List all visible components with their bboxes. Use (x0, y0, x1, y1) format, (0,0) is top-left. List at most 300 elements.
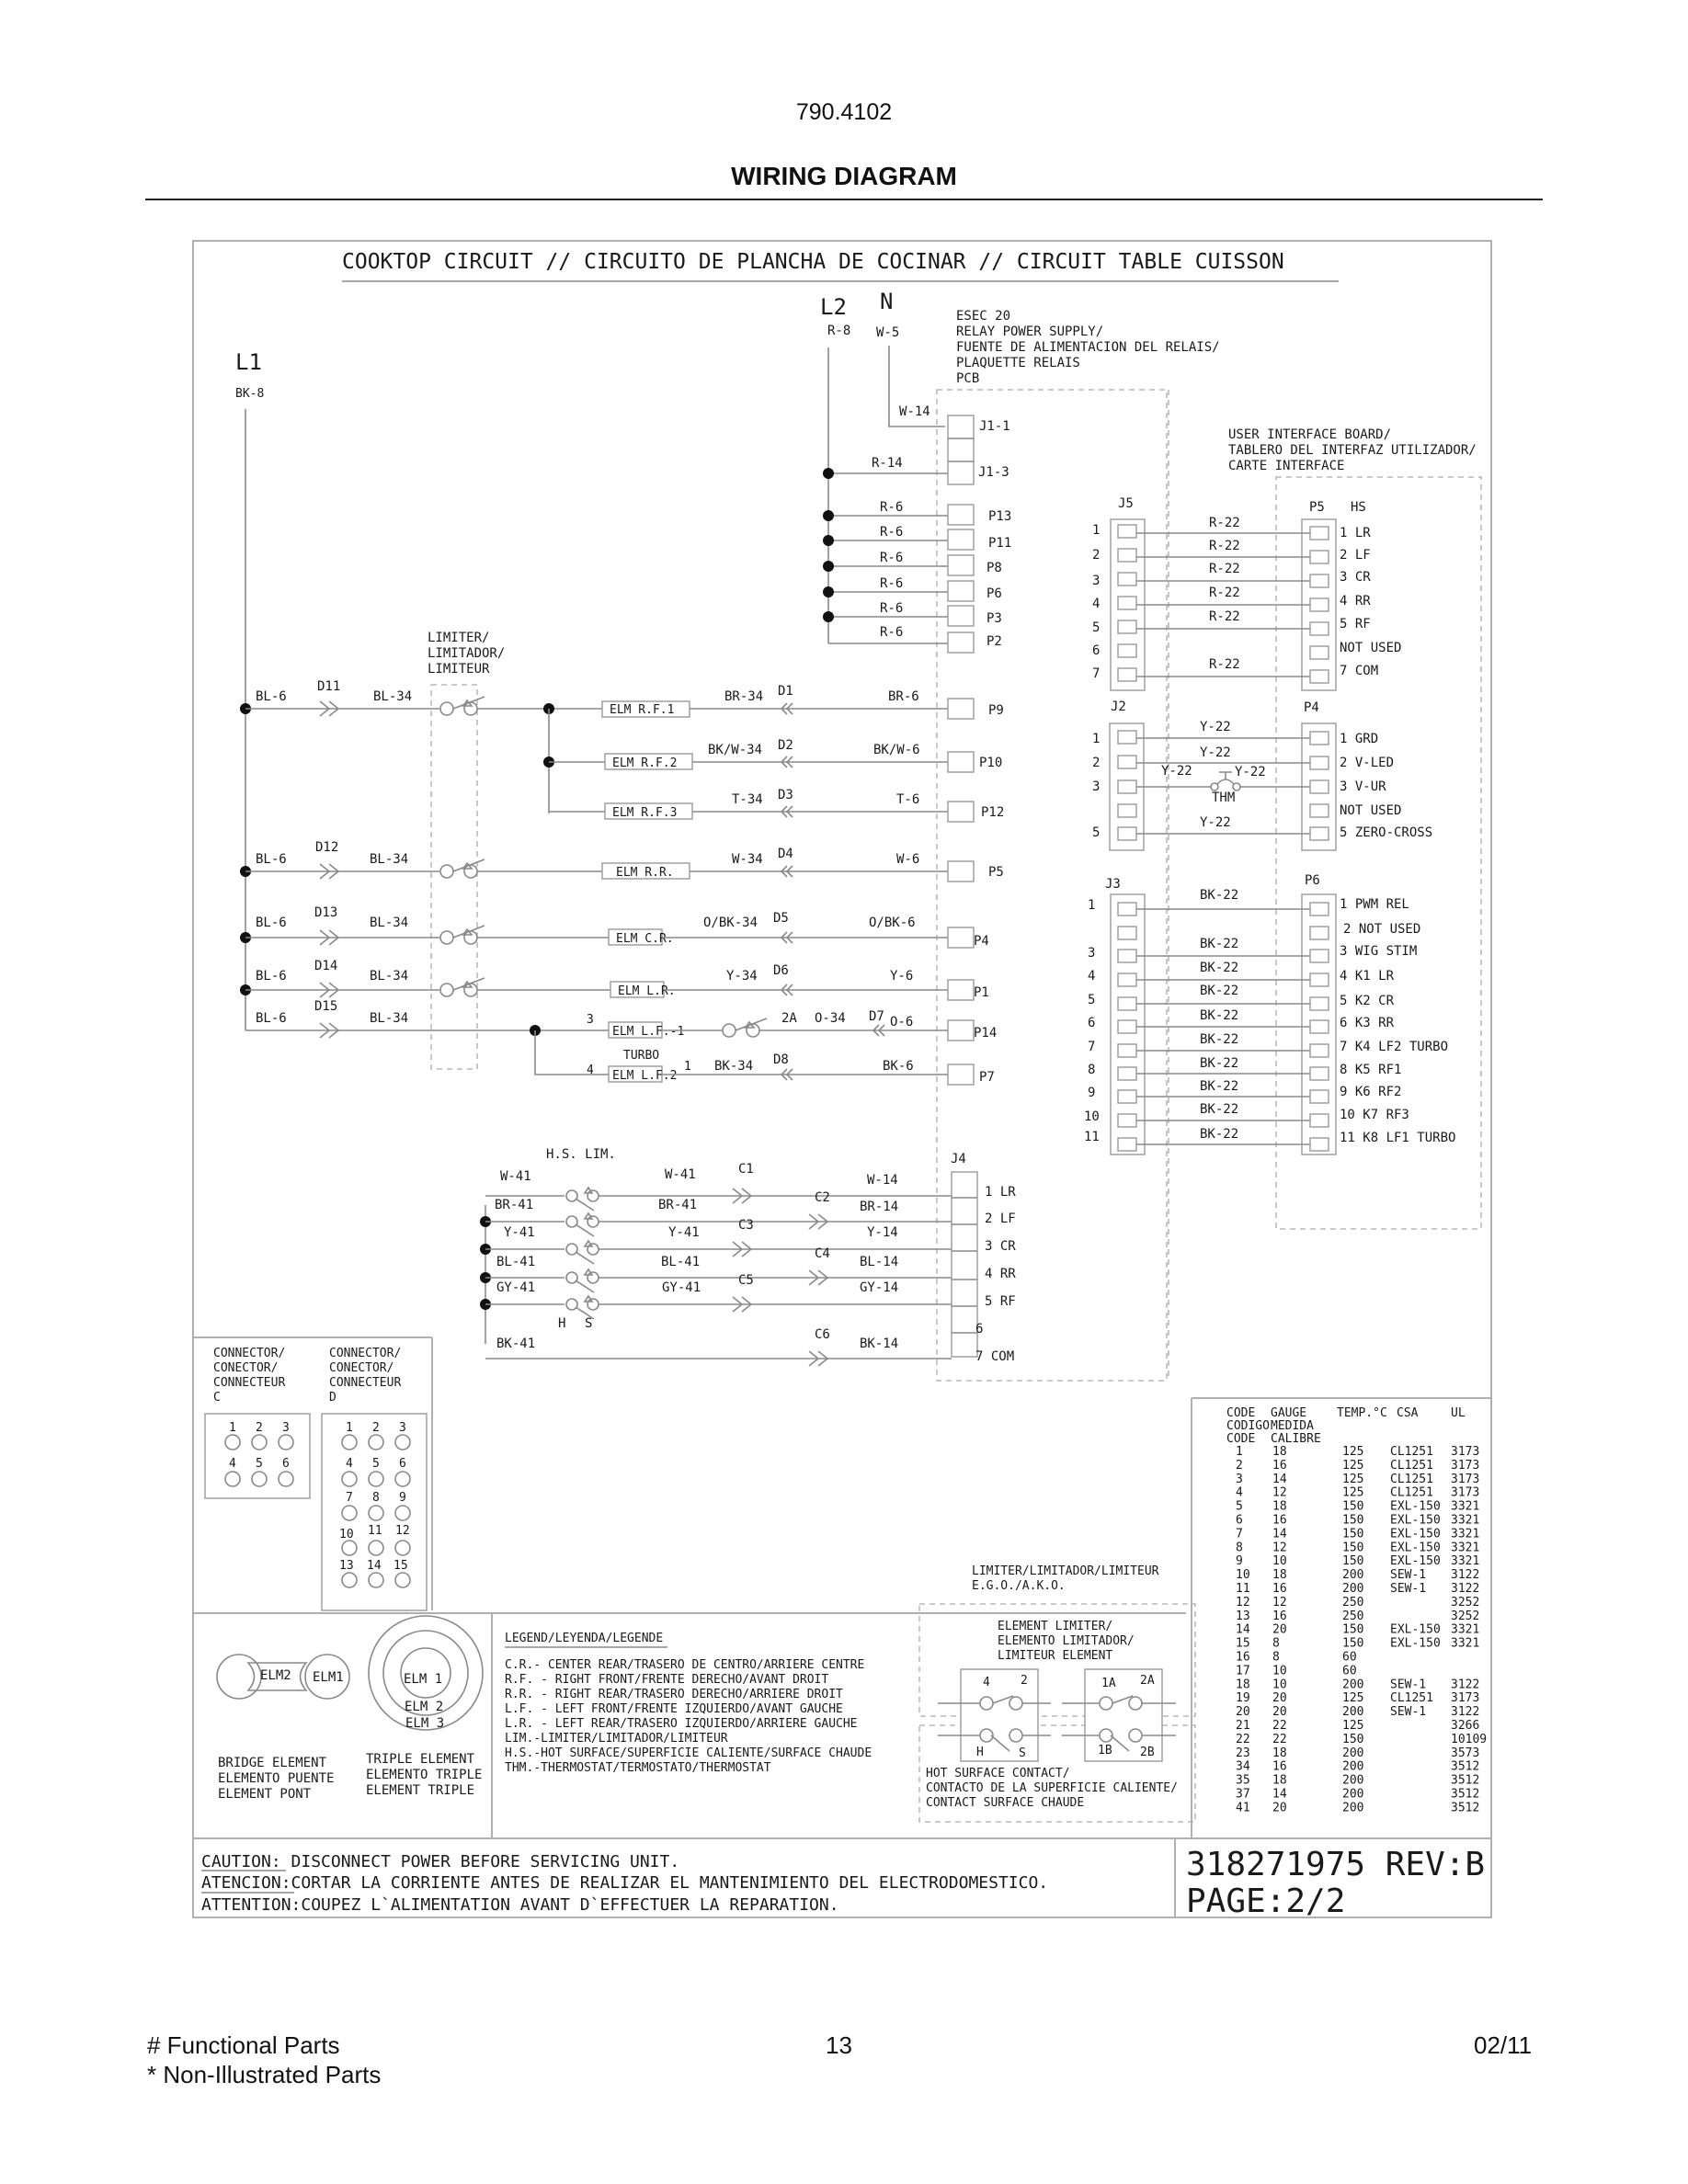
j3-p6-harness (1084, 873, 1455, 1155)
svg-text:1: 1 (346, 1421, 353, 1435)
table-cell: 200 (1342, 1678, 1364, 1692)
svg-text:ESEC 20: ESEC 20 (956, 309, 1011, 324)
table-cell: 37 (1236, 1787, 1250, 1802)
svg-text:BL-34: BL-34 (370, 916, 409, 930)
svg-text:R-6: R-6 (880, 551, 904, 565)
svg-text:Y-41: Y-41 (504, 1225, 535, 1240)
table-cell: EXL-150 (1390, 1622, 1441, 1637)
table-cell: 20 (1236, 1705, 1250, 1720)
table-cell: 5 (1236, 1499, 1243, 1514)
table-cell: 125 (1342, 1445, 1364, 1459)
svg-text:5: 5 (1088, 993, 1096, 1007)
svg-text:4: 4 (587, 1064, 594, 1077)
table-cell: 13 (1236, 1609, 1250, 1623)
svg-text:BK-22: BK-22 (1200, 937, 1239, 951)
svg-text:3: 3 (587, 1013, 594, 1027)
svg-text:ELEMENT TRIPLE: ELEMENT TRIPLE (366, 1783, 475, 1798)
svg-text:BL-6: BL-6 (256, 689, 287, 704)
table-cell: 3122 (1451, 1678, 1480, 1692)
svg-text:L.R. - LEFT REAR/TRASERO IZQUI: L.R. - LEFT REAR/TRASERO IZQUIERDO/ARRIERE GAUCHE (505, 1717, 858, 1731)
j1-1-wire: W-14 (899, 404, 930, 419)
svg-text:ELM R.F.2: ELM R.F.2 (612, 756, 678, 770)
svg-text:CONNECTOR/: CONNECTOR/ (329, 1347, 402, 1360)
table-cell: 10109 (1451, 1732, 1488, 1746)
table-cell: 8 (1272, 1636, 1280, 1651)
table-cell: 11 (1236, 1582, 1250, 1596)
table-cell: 200 (1342, 1705, 1364, 1720)
svg-text:7: 7 (1088, 1040, 1096, 1054)
l1-label: L1 (235, 349, 262, 375)
table-cell: 150 (1342, 1499, 1364, 1514)
table-cell: 16 (1272, 1513, 1287, 1528)
svg-text:D4: D4 (778, 847, 793, 861)
svg-text:14: 14 (367, 1559, 382, 1573)
table-cell: 125 (1342, 1472, 1364, 1486)
table-cell: 200 (1342, 1801, 1364, 1815)
svg-text:ELEMENT PONT: ELEMENT PONT (218, 1787, 312, 1802)
svg-text:FUENTE DE ALIMENTACION DEL REL: FUENTE DE ALIMENTACION DEL RELAIS/ (956, 340, 1220, 355)
table-cell: 250 (1342, 1609, 1364, 1623)
svg-text:C5: C5 (738, 1273, 754, 1288)
svg-text:ELEMENT LIMITER/: ELEMENT LIMITER/ (998, 1620, 1113, 1633)
svg-text:BK-6: BK-6 (883, 1059, 914, 1074)
svg-text:E.G.O./A.K.O.: E.G.O./A.K.O. (972, 1579, 1066, 1593)
table-cell: 3512 (1451, 1801, 1480, 1815)
svg-text:R-22: R-22 (1209, 609, 1240, 624)
svg-text:BL-34: BL-34 (370, 852, 409, 867)
limiter-outline (431, 685, 477, 1069)
caution-notice (201, 1852, 1048, 1915)
svg-text:ELEMENTO TRIPLE: ELEMENTO TRIPLE (366, 1768, 483, 1782)
table-cell: 150 (1342, 1732, 1364, 1746)
svg-text:THM: THM (1212, 791, 1236, 805)
svg-text:1: 1 (229, 1421, 236, 1435)
svg-text:BL-6: BL-6 (256, 1011, 287, 1026)
svg-text:R.R. - RIGHT REAR/TRASERO DERE: R.R. - RIGHT REAR/TRASERO DERECHO/ARRIERE DROIT (505, 1688, 843, 1701)
table-cell: 10 (1236, 1568, 1250, 1583)
page-title: WIRING DIAGRAM (731, 162, 957, 190)
table-cell: 12 (1272, 1485, 1287, 1500)
svg-text:BK-22: BK-22 (1200, 1102, 1239, 1117)
svg-text:TURBO: TURBO (623, 1049, 660, 1063)
svg-text:LIMITER/LIMITADOR/LIMITEUR: LIMITER/LIMITADOR/LIMITEUR (972, 1564, 1159, 1578)
table-cell: 8 (1236, 1541, 1243, 1555)
table-cell: 18 (1272, 1773, 1287, 1788)
table-cell: 4 (1236, 1485, 1243, 1500)
svg-text:LIMITER/: LIMITER/ (428, 631, 490, 645)
svg-text:CONNECTEUR: CONNECTEUR (329, 1376, 402, 1390)
svg-text:NOT USED: NOT USED (1340, 641, 1402, 655)
svg-text:P14: P14 (974, 1026, 998, 1041)
svg-text:3 WIG STIM: 3 WIG STIM (1340, 944, 1418, 959)
table-cell: 125 (1342, 1458, 1364, 1473)
table-cell: 3321 (1451, 1527, 1480, 1541)
svg-text:1: 1 (684, 1060, 691, 1074)
svg-text:P6: P6 (1305, 873, 1320, 888)
svg-text:W-34: W-34 (732, 852, 763, 867)
svg-text:P4: P4 (974, 934, 989, 949)
footer-date: 02/11 (1474, 2031, 1533, 2059)
svg-text:5: 5 (372, 1457, 380, 1471)
table-cell: 150 (1342, 1541, 1364, 1555)
bridge-element (217, 1655, 349, 1802)
table-cell: 10 (1272, 1678, 1287, 1692)
svg-text:5: 5 (1092, 825, 1101, 840)
table-cell: 3321 (1451, 1499, 1480, 1514)
svg-text:1B: 1B (1098, 1744, 1112, 1757)
table-cell: 250 (1342, 1595, 1364, 1610)
svg-text:3: 3 (282, 1421, 290, 1435)
svg-text:ELM L.F.2: ELM L.F.2 (612, 1069, 678, 1083)
svg-text:Y-22: Y-22 (1200, 745, 1231, 760)
svg-text:T-34: T-34 (732, 792, 763, 807)
svg-text:ELM1: ELM1 (313, 1670, 344, 1685)
svg-text:ELEMENTO PUENTE: ELEMENTO PUENTE (218, 1771, 335, 1786)
svg-text:GY-41: GY-41 (496, 1280, 536, 1295)
svg-text:7: 7 (346, 1491, 353, 1505)
svg-text:BL-34: BL-34 (373, 689, 413, 704)
svg-text:6 K3 RR: 6 K3 RR (1340, 1016, 1395, 1030)
table-cell: 16 (1272, 1582, 1287, 1596)
svg-text:CONTACT SURFACE CHAUDE: CONTACT SURFACE CHAUDE (926, 1796, 1085, 1810)
svg-text:C2: C2 (815, 1190, 830, 1205)
n-label: N (880, 289, 894, 314)
svg-text:D14: D14 (314, 959, 338, 973)
svg-text:CAUTION: DISCONNECT POWER BEFO: CAUTION: DISCONNECT POWER BEFORE SERVICING UNIT. (201, 1852, 680, 1871)
svg-text:LIM.-LIMITER/LIMITADOR/LIMITEU: LIM.-LIMITER/LIMITADOR/LIMITEUR (505, 1732, 728, 1746)
svg-text:2A: 2A (781, 1011, 797, 1026)
svg-text:BK/W-6: BK/W-6 (873, 743, 920, 757)
circuit-rf3 (549, 788, 1004, 822)
table-cell: 10 (1272, 1664, 1287, 1678)
svg-text:TEMP.°C: TEMP.°C (1337, 1406, 1387, 1420)
svg-text:6: 6 (975, 1322, 984, 1337)
svg-text:2 NOT USED: 2 NOT USED (1343, 922, 1421, 937)
table-cell: 17 (1236, 1664, 1250, 1678)
svg-text:BK/W-34: BK/W-34 (708, 743, 763, 757)
svg-text:15: 15 (393, 1559, 408, 1573)
svg-text:GY-14: GY-14 (860, 1280, 899, 1295)
table-cell: 19 (1236, 1691, 1250, 1706)
svg-text:R-6: R-6 (880, 625, 904, 640)
svg-text:2A: 2A (1140, 1674, 1155, 1688)
table-cell: 15 (1236, 1636, 1250, 1651)
limiter-detail (919, 1564, 1195, 1822)
svg-text:J2: J2 (1111, 700, 1126, 714)
circuit-cr (240, 905, 989, 949)
svg-text:4: 4 (1088, 969, 1096, 984)
svg-text:BR-14: BR-14 (860, 1200, 899, 1214)
table-cell: 200 (1342, 1568, 1364, 1583)
svg-text:BRIDGE ELEMENT: BRIDGE ELEMENT (218, 1756, 327, 1770)
table-cell: 3173 (1451, 1691, 1480, 1706)
svg-text:3 CR: 3 CR (985, 1239, 1016, 1254)
part-number: 318271975 REV:B (1186, 1846, 1486, 1883)
svg-text:ELEMENTO LIMITADOR/: ELEMENTO LIMITADOR/ (998, 1634, 1135, 1648)
circuit-lf2 (535, 1030, 995, 1085)
svg-text:5 RF: 5 RF (985, 1294, 1016, 1309)
svg-text:4: 4 (346, 1457, 353, 1471)
svg-text:LIMITEUR ELEMENT: LIMITEUR ELEMENT (998, 1649, 1113, 1663)
svg-text:D1: D1 (778, 684, 793, 699)
svg-text:D12: D12 (315, 840, 339, 855)
svg-text:8 K5 RF1: 8 K5 RF1 (1340, 1063, 1402, 1077)
svg-text:Y-34: Y-34 (726, 969, 758, 984)
table-cell: 3122 (1451, 1568, 1480, 1583)
svg-text:CSA: CSA (1397, 1406, 1419, 1420)
circuit-rf (240, 679, 1004, 719)
table-cell: 18 (1272, 1499, 1287, 1514)
svg-text:4 K1 LR: 4 K1 LR (1340, 969, 1395, 984)
wire-gauge-table (1226, 1406, 1487, 1814)
circuit-lr (240, 959, 989, 1000)
svg-text:THM.-THERMOSTAT/TERMOSTATO/THE: THM.-THERMOSTAT/TERMOSTATO/THERMOSTAT (505, 1761, 771, 1775)
svg-text:3: 3 (1088, 946, 1096, 961)
triple-element (366, 1616, 483, 1798)
table-cell: 3321 (1451, 1636, 1480, 1651)
svg-text:O-34: O-34 (815, 1011, 846, 1026)
table-cell: 14 (1272, 1472, 1287, 1486)
table-cell: 16 (1272, 1458, 1287, 1473)
svg-text:ELM L.R.: ELM L.R. (618, 984, 676, 998)
limiter-label (428, 631, 505, 677)
svg-text:4: 4 (983, 1676, 990, 1689)
table-cell: 12 (1272, 1541, 1287, 1555)
circuit-rr (240, 840, 1004, 882)
table-cell: 23 (1236, 1746, 1250, 1760)
svg-text:11 K8 LF1 TURBO: 11 K8 LF1 TURBO (1340, 1131, 1456, 1145)
j1-3-pin: J1-3 (978, 465, 1009, 480)
svg-text:L.F. - LEFT FRONT/FRENTE IZQUI: L.F. - LEFT FRONT/FRENTE IZQUIERDO/AVANT GAUCHE (505, 1702, 843, 1716)
table-cell: SEW-1 (1390, 1705, 1427, 1720)
table-cell: SEW-1 (1390, 1582, 1427, 1596)
svg-text:1 LR: 1 LR (985, 1185, 1016, 1200)
l2-label: L2 (820, 294, 847, 320)
svg-text:J5: J5 (1118, 496, 1134, 511)
j2-p4-harness (1092, 700, 1432, 850)
svg-text:D13: D13 (314, 905, 338, 920)
svg-text:CONNECTEUR: CONNECTEUR (213, 1376, 286, 1390)
svg-text:C.R.- CENTER REAR/TRASERO DE C: C.R.- CENTER REAR/TRASERO DE CENTRO/ARRIERE CENTRE (505, 1658, 865, 1672)
svg-text:J3: J3 (1105, 877, 1121, 892)
table-cell: 3512 (1451, 1787, 1480, 1802)
svg-text:12: 12 (395, 1524, 410, 1538)
svg-text:ELM2: ELM2 (260, 1668, 291, 1683)
table-cell: 22 (1236, 1732, 1250, 1746)
svg-text:1: 1 (1092, 732, 1101, 746)
svg-text:1 PWM REL: 1 PWM REL (1340, 897, 1409, 912)
table-cell: 3512 (1451, 1759, 1480, 1774)
svg-text:W-41: W-41 (665, 1167, 696, 1182)
svg-text:ELM R.F.3: ELM R.F.3 (612, 806, 678, 820)
svg-text:R-6: R-6 (880, 576, 904, 591)
svg-text:T-6: T-6 (896, 792, 920, 807)
table-cell: 34 (1236, 1759, 1250, 1774)
svg-text:ELM R.F.1: ELM R.F.1 (610, 703, 675, 717)
table-cell: CL1251 (1390, 1691, 1433, 1706)
svg-text:C4: C4 (815, 1246, 830, 1261)
svg-text:C3: C3 (738, 1218, 754, 1233)
table-cell: 3321 (1451, 1554, 1480, 1569)
svg-text:P5: P5 (1309, 500, 1325, 515)
table-cell: 20 (1272, 1622, 1287, 1637)
svg-text:3: 3 (399, 1421, 406, 1435)
svg-text:GY-41: GY-41 (662, 1280, 701, 1295)
svg-text:P6: P6 (987, 586, 1002, 601)
svg-text:LIMITADOR/: LIMITADOR/ (428, 646, 506, 661)
svg-text:D2: D2 (778, 738, 793, 753)
svg-text:BL-34: BL-34 (370, 1011, 409, 1026)
svg-text:P9: P9 (988, 703, 1004, 718)
svg-text:BK-22: BK-22 (1200, 1008, 1239, 1023)
svg-text:BR-34: BR-34 (724, 689, 764, 704)
table-cell: 150 (1342, 1527, 1364, 1541)
table-cell: 3173 (1451, 1445, 1480, 1459)
table-cell: 3266 (1451, 1719, 1480, 1733)
table-cell: 125 (1342, 1691, 1364, 1706)
svg-text:BK-22: BK-22 (1200, 1127, 1239, 1142)
svg-text:13: 13 (339, 1559, 354, 1573)
svg-text:ELM 3: ELM 3 (405, 1716, 445, 1731)
svg-text:Y-22: Y-22 (1161, 764, 1192, 779)
table-cell: 21 (1236, 1719, 1250, 1733)
table-cell: 20 (1272, 1801, 1287, 1815)
table-cell: 7 (1236, 1527, 1243, 1541)
svg-text:2 LF: 2 LF (985, 1211, 1016, 1226)
svg-text:5 RF: 5 RF (1340, 617, 1371, 631)
svg-text:P7: P7 (979, 1070, 995, 1085)
svg-text:BK-22: BK-22 (1200, 984, 1239, 998)
svg-text:BL-34: BL-34 (370, 969, 409, 984)
table-cell: 20 (1272, 1691, 1287, 1706)
table-cell: 6 (1236, 1513, 1243, 1528)
table-cell: 20 (1272, 1705, 1287, 1720)
svg-text:Y-14: Y-14 (867, 1225, 898, 1240)
svg-text:ELM C.R.: ELM C.R. (616, 932, 674, 946)
svg-text:LIMITEUR: LIMITEUR (428, 662, 490, 677)
footer-non-illustrated-parts: * Non-Illustrated Parts (147, 2061, 382, 2088)
document-number: 790.4102 (795, 99, 893, 125)
svg-text:ELM L.F.-1: ELM L.F.-1 (612, 1025, 685, 1039)
connector-d (322, 1347, 427, 1610)
table-cell: 12 (1272, 1595, 1287, 1610)
table-cell: 60 (1342, 1664, 1357, 1678)
svg-text:4: 4 (229, 1457, 236, 1471)
svg-text:R.F. - RIGHT FRONT/FRENTE DERE: R.F. - RIGHT FRONT/FRENTE DERECHO/AVANT DROIT (505, 1673, 829, 1687)
table-cell: SEW-1 (1390, 1568, 1427, 1583)
svg-text:7: 7 (1092, 666, 1101, 681)
svg-text:W-6: W-6 (896, 852, 920, 867)
n-wire: W-5 (876, 325, 900, 340)
svg-text:2: 2 (256, 1421, 263, 1435)
j1-3-wire: R-14 (872, 456, 903, 471)
svg-text:CONTACTO DE LA SUPERFICIE CALI: CONTACTO DE LA SUPERFICIE CALIENTE/ (926, 1781, 1178, 1795)
svg-text:D15: D15 (314, 999, 338, 1014)
svg-text:BK-22: BK-22 (1200, 1056, 1239, 1071)
svg-text:R-22: R-22 (1209, 539, 1240, 553)
svg-text:4 RR: 4 RR (985, 1267, 1016, 1281)
svg-text:BK-22: BK-22 (1200, 961, 1239, 975)
footer-functional-parts: # Functional Parts (147, 2031, 340, 2059)
table-cell: 16 (1272, 1759, 1287, 1774)
svg-text:1A: 1A (1101, 1677, 1116, 1690)
svg-text:6: 6 (1088, 1016, 1096, 1030)
svg-text:11: 11 (368, 1524, 382, 1538)
table-cell: 18 (1272, 1746, 1287, 1760)
svg-text:HOT SURFACE CONTACT/: HOT SURFACE CONTACT/ (926, 1767, 1070, 1780)
table-cell: EXL-150 (1390, 1513, 1441, 1528)
table-cell: 10 (1272, 1554, 1287, 1569)
svg-text:CODIGO: CODIGO (1226, 1419, 1270, 1433)
svg-text:R-22: R-22 (1209, 562, 1240, 576)
svg-text:P10: P10 (979, 756, 1003, 770)
svg-text:PLAQUETTE RELAIS: PLAQUETTE RELAIS (956, 356, 1080, 370)
svg-text:O/BK-6: O/BK-6 (869, 916, 916, 930)
svg-text:BL-6: BL-6 (256, 969, 287, 984)
svg-text:BK-41: BK-41 (496, 1337, 536, 1351)
svg-text:H: H (976, 1746, 984, 1759)
svg-text:BR-6: BR-6 (888, 689, 919, 704)
svg-text:4 RR: 4 RR (1340, 594, 1371, 609)
table-cell: 9 (1236, 1554, 1243, 1569)
table-cell: 60 (1342, 1650, 1357, 1665)
svg-text:W-41: W-41 (500, 1169, 531, 1184)
svg-text:BK-34: BK-34 (714, 1059, 754, 1074)
svg-text:D5: D5 (773, 911, 789, 926)
svg-text:ATENCION:CORTAR LA CORRIENTE A: ATENCION:CORTAR LA CORRIENTE ANTES DE REALIZAR EL MANTENIMIENTO DEL ELECTRODOMESTICO. (201, 1873, 1049, 1893)
svg-text:S: S (585, 1316, 593, 1331)
svg-text:2: 2 (1092, 756, 1101, 770)
svg-text:RELAY POWER SUPPLY/: RELAY POWER SUPPLY/ (956, 324, 1104, 339)
svg-text:R-22: R-22 (1209, 657, 1240, 672)
svg-text:P2: P2 (987, 634, 1002, 649)
svg-text:UL: UL (1451, 1406, 1466, 1420)
table-cell: 18 (1272, 1568, 1287, 1583)
table-cell: 200 (1342, 1759, 1364, 1774)
svg-text:6: 6 (1092, 643, 1101, 658)
circuit-rf2 (543, 709, 1002, 813)
table-cell: 3512 (1451, 1773, 1480, 1788)
svg-text:D11: D11 (317, 679, 341, 694)
svg-text:J4: J4 (951, 1152, 966, 1166)
svg-text:CODE: CODE (1226, 1432, 1256, 1446)
table-cell: 18 (1272, 1445, 1287, 1459)
svg-text:3: 3 (1092, 574, 1101, 588)
svg-text:BR-41: BR-41 (658, 1198, 698, 1212)
table-cell: 3321 (1451, 1513, 1480, 1528)
footer-page-number: 13 (826, 2031, 852, 2059)
connector-c (205, 1347, 310, 1498)
table-cell: 22 (1272, 1719, 1287, 1733)
svg-text:BK-22: BK-22 (1200, 1079, 1239, 1094)
svg-text:1 GRD: 1 GRD (1340, 732, 1379, 746)
svg-text:3: 3 (1092, 779, 1101, 794)
table-cell: CL1251 (1390, 1445, 1433, 1459)
svg-text:BL-6: BL-6 (256, 916, 287, 930)
l1-wire: BK-8 (235, 387, 265, 401)
svg-text:CALIBRE: CALIBRE (1271, 1432, 1321, 1446)
svg-text:2B: 2B (1140, 1746, 1155, 1759)
table-cell: 3122 (1451, 1582, 1480, 1596)
table-cell: 150 (1342, 1554, 1364, 1569)
svg-text:11: 11 (1084, 1130, 1100, 1144)
svg-text:CARTE INTERFACE: CARTE INTERFACE (1228, 459, 1345, 473)
svg-text:ELM R.R.: ELM R.R. (616, 866, 674, 880)
svg-text:D8: D8 (773, 1052, 789, 1067)
svg-text:6: 6 (399, 1457, 406, 1471)
relay-board-label (956, 309, 1220, 386)
svg-text:CONECTOR/: CONECTOR/ (213, 1361, 279, 1375)
